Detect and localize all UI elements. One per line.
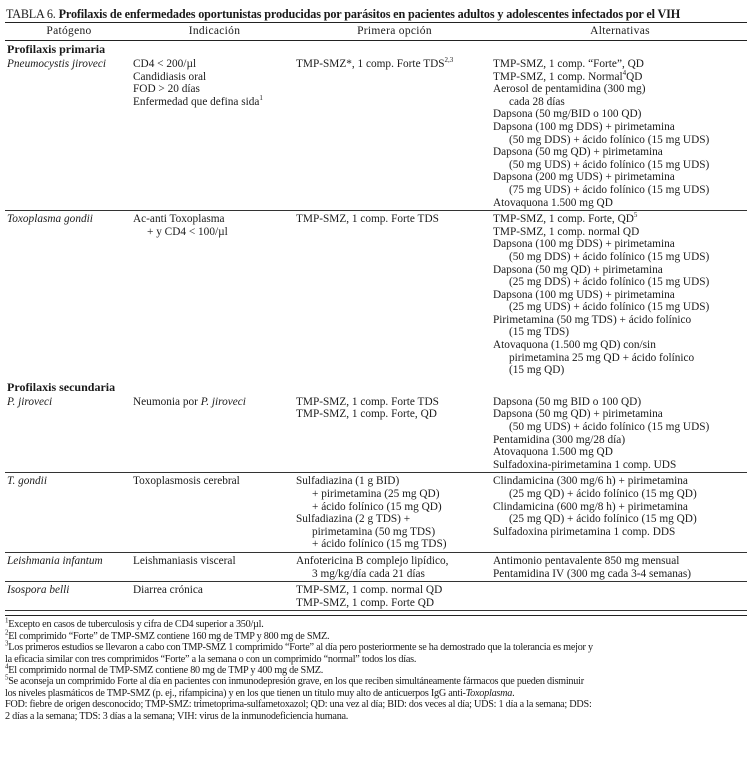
indication-cell <box>133 582 296 611</box>
pathogen-cell: Pneumocystis jiroveci <box>5 56 133 211</box>
footnotes <box>5 615 747 722</box>
table-row <box>5 56 747 211</box>
cell-line: Atovaquona 1.500 mg QD <box>493 196 613 209</box>
footnote-text: . <box>512 687 515 699</box>
indication-cell <box>133 473 296 553</box>
cell-line: (15 mg TDS) <box>509 326 570 339</box>
cell-line: TMP-SMZ, 1 comp. normal QD <box>296 584 443 597</box>
footnote <box>5 639 747 654</box>
cell-line: TMP-SMZ, 1 comp. Forte, QD <box>296 408 437 421</box>
alternatives-cell <box>493 394 747 473</box>
first-option-cell <box>296 552 493 581</box>
pathogen-cell: Toxoplasma gondii <box>7 213 93 226</box>
footnote <box>5 662 747 676</box>
prophylaxis-table <box>5 22 747 611</box>
pathogen-cell: Isospora belli <box>5 582 133 611</box>
cell-line: Sulfadiazina (1 g BID) <box>296 475 400 488</box>
first-option-cell <box>296 394 493 473</box>
section-title: Profilaxis secundaria <box>7 379 116 394</box>
cell-line: Aerosol de pentamidina (300 mg) <box>493 83 646 96</box>
table-label: TABLA 6. <box>6 7 56 21</box>
footnote-text: Excepto en casos de tuberculosis y cifra de CD4 superior a 350/µl. <box>8 619 264 631</box>
cell-line: Antimonio pentavalente 850 mg mensual <box>493 554 680 567</box>
table-row <box>5 582 747 611</box>
header-alternatives: Alternativas <box>493 23 747 41</box>
cell-line: + pirimetamina (25 mg QD) <box>312 488 440 500</box>
alternatives-cell <box>493 582 747 611</box>
cell-line: CD4 < 200/µl <box>133 58 197 70</box>
cell-text-italic: P. jiroveci <box>200 395 246 408</box>
cell-line: TMP-SMZ, 1 comp. “Forte”, QD <box>493 58 644 70</box>
cell-line: (15 mg QD) <box>509 364 565 377</box>
cell-text: TMP-SMZ*, 1 comp. Forte TDS <box>296 58 445 70</box>
cell-line: Dapsona (100 mg DDS) + pirimetamina <box>493 120 675 133</box>
first-option-cell <box>296 582 493 611</box>
cell-line: cada 28 días <box>509 95 565 108</box>
cell-line: (50 mg UDS) + ácido folínico (15 mg UDS) <box>509 421 710 434</box>
footnote <box>5 628 747 642</box>
alternatives-cell <box>493 473 747 553</box>
footnote-mark: 3 <box>5 639 9 648</box>
footnote-text: los niveles plasmáticos de TMP-SMZ (p. ej., rifampicina) y en los que tienen un título muy alto de anticuerpos IgG anti- <box>5 687 466 699</box>
cell-line: TMP-SMZ, 1 comp. normal QD <box>493 225 640 238</box>
first-option-cell <box>296 211 493 378</box>
alternatives-cell <box>493 211 747 378</box>
footnote-ref: 2,3 <box>444 56 454 65</box>
cell-line: Clindamicina (600 mg/8 h) + pirimetamina <box>493 500 688 513</box>
cell-line <box>133 96 296 109</box>
cell-line: Dapsona (100 mg UDS) + pirimetamina <box>493 288 675 301</box>
footnote-text: Los primeros estudios se llevaron a cabo con TMP-SMZ 1 comprimido “Forte” al día pero posteriormente se ha demostrado que la tolerancia es mejor y <box>8 642 593 654</box>
table-row <box>5 473 747 553</box>
cell-line: 3 mg/kg/día cada 21 días <box>312 567 425 580</box>
cell-line: Dapsona (50 mg QD) + pirimetamina <box>493 146 663 159</box>
cell-line: TMP-SMZ, 1 comp. Forte TDS <box>296 395 439 408</box>
cell-line: (25 mg QD) + ácido folínico (15 mg QD) <box>509 513 697 526</box>
cell-line: Dapsona (50 mg QD) + pirimetamina <box>493 408 663 421</box>
footnote-mark: 1 <box>5 616 9 625</box>
pathogen-cell: Leishmania infantum <box>5 552 133 581</box>
cell-line: Sulfadoxina-pirimetamina 1 comp. UDS <box>493 458 677 471</box>
cell-line: + y CD4 < 100/µl <box>147 225 228 238</box>
cell-line: (25 mg QD) + ácido folínico (15 mg QD) <box>509 488 697 500</box>
footnote-mark: 5 <box>5 673 9 682</box>
cell-line: Dapsona (50 mg BID o 100 QD) <box>493 395 642 408</box>
footnote <box>5 688 747 699</box>
cell-line: Atovaquona (1.500 mg QD) con/sin <box>493 339 656 352</box>
cell-text: QD <box>626 70 643 83</box>
table-row <box>5 552 747 581</box>
header-first-option: Primera opción <box>296 23 493 41</box>
cell-line <box>493 68 747 84</box>
cell-line: Leishmaniasis visceral <box>133 554 236 567</box>
cell-text: TMP-SMZ, 1 comp. Forte, QD <box>493 213 634 226</box>
cell-line: Dapsona (50 mg QD) + pirimetamina <box>493 263 663 276</box>
cell-line: + ácido folínico (15 mg TDS) <box>312 538 447 551</box>
footnote-text: El comprimido “Forte” de TMP-SMZ contiene 160 mg de TMP y 800 mg de SMZ. <box>8 630 330 642</box>
table-title-text: Profilaxis de enfermedades oportunistas producidas por parásitos en pacientes adultos y adolescentes infectados por el VIH <box>58 7 681 21</box>
indication-cell <box>133 394 296 473</box>
cell-line: (25 mg DDS) + ácido folínico (15 mg UDS) <box>509 276 710 289</box>
indication-cell <box>133 211 296 378</box>
cell-line: Dapsona (200 mg UDS) + pirimetamina <box>493 171 675 184</box>
alternatives-cell <box>493 56 747 211</box>
table-row <box>5 394 747 473</box>
header-row <box>5 23 747 41</box>
footnote-ref: 4 <box>622 68 627 77</box>
cell-line: TMP-SMZ, 1 comp. Forte QD <box>296 596 435 609</box>
cell-line <box>133 396 296 409</box>
cell-text: TMP-SMZ, 1 comp. Normal <box>493 70 623 83</box>
abbreviations: FOD: fiebre de origen desconocido; TMP-SMZ: trimetoprima-sulfametoxazol; QD: una vez al día; BID: dos veces al día; UDS: 1 día a la semana; DDS: <box>5 699 592 711</box>
cell-line: pirimetamina (50 mg TDS) <box>312 525 436 538</box>
cell-line: Pirimetamina (50 mg TDS) + ácido folínico <box>493 313 692 326</box>
cell-line: TMP-SMZ, 1 comp. Forte TDS <box>296 213 439 226</box>
cell-line: (75 mg UDS) + ácido folínico (15 mg UDS) <box>509 183 710 196</box>
header-indication: Indicación <box>133 23 296 41</box>
footnote-mark: 4 <box>5 662 9 671</box>
cell-line: (50 mg DDS) + ácido folínico (15 mg UDS) <box>509 133 710 146</box>
cell-line: Candidiasis oral <box>133 70 207 83</box>
cell-text: Neumonia por <box>133 395 201 408</box>
cell-line: Diarrea crónica <box>133 584 203 597</box>
pathogen-cell: P. jiroveci <box>5 394 133 473</box>
cell-line: Sulfadoxina pirimetamina 1 comp. DDS <box>493 525 676 538</box>
cell-line: Atovaquona 1.500 mg QD <box>493 446 613 459</box>
footnote-mark: 2 <box>5 628 9 637</box>
abbreviations: 2 días a la semana; TDS: 3 días a la semana; VIH: virus de la inmunodeficiencia humana. <box>5 710 349 722</box>
footnote-text: Se aconseja un comprimido Forte al día en pacientes con inmunodepresión grave, en los que reciben simultáneamente fármacos que pueden disminuir <box>8 676 584 688</box>
cell-line: (50 mg UDS) + ácido folínico (15 mg UDS) <box>509 158 710 171</box>
section-title: Profilaxis primaria <box>7 42 106 56</box>
footnote-text: la eficacia similar con tres comprimidos “Forte” a la semana o con un comprimido “normal” todos los días. <box>5 653 417 665</box>
header-pathogen: Patógeno <box>5 23 133 41</box>
cell-text: Enfermedad que defina sida <box>133 95 260 108</box>
section-secondary <box>5 378 747 394</box>
table-title <box>5 6 747 22</box>
cell-line: Dapsona (100 mg DDS) + pirimetamina <box>493 238 675 251</box>
indication-cell <box>133 552 296 581</box>
cell-line: Dapsona (50 mg/BID o 100 QD) <box>493 108 642 121</box>
cell-line: Clindamicina (300 mg/6 h) + pirimetamina <box>493 475 688 488</box>
footnote-text: El comprimido normal de TMP-SMZ contiene 80 mg de TMP y 400 mg de SMZ. <box>8 664 324 676</box>
cell-line: Sulfadiazina (2 g TDS) + <box>296 513 411 526</box>
cell-line: Ac-anti Toxoplasma <box>133 213 225 226</box>
pathogen-cell: T. gondii <box>5 473 133 553</box>
cell-line: + ácido folínico (15 mg QD) <box>312 500 442 513</box>
cell-line: pirimetamina 25 mg QD + ácido folínico <box>509 351 695 364</box>
section-primary <box>5 41 747 57</box>
cell-line: Pentamidina IV (300 mg cada 3-4 semanas) <box>493 567 692 580</box>
first-option-cell <box>296 473 493 553</box>
table-page <box>5 0 747 722</box>
cell-line: Pentamidina (300 mg/28 día) <box>493 433 626 446</box>
indication-cell <box>133 56 296 211</box>
footnote-text-italic: Toxoplasma <box>465 687 513 699</box>
footnote <box>5 673 747 688</box>
footnote <box>5 616 747 631</box>
cell-line <box>493 213 747 226</box>
footnote-ref: 1 <box>259 94 263 103</box>
cell-line: (50 mg DDS) + ácido folínico (15 mg UDS) <box>509 250 710 263</box>
cell-line: (25 mg UDS) + ácido folínico (15 mg UDS) <box>509 301 710 314</box>
cell-line: FOD > 20 días <box>133 83 200 96</box>
cell-line: Anfotericina B complejo lipídico, <box>296 554 449 567</box>
footnote-ref: 5 <box>633 211 638 220</box>
cell-line <box>296 58 493 71</box>
alternatives-cell <box>493 552 747 581</box>
cell-line: Toxoplasmosis cerebral <box>133 475 240 488</box>
first-option-cell <box>296 56 493 211</box>
table-row <box>5 211 747 378</box>
